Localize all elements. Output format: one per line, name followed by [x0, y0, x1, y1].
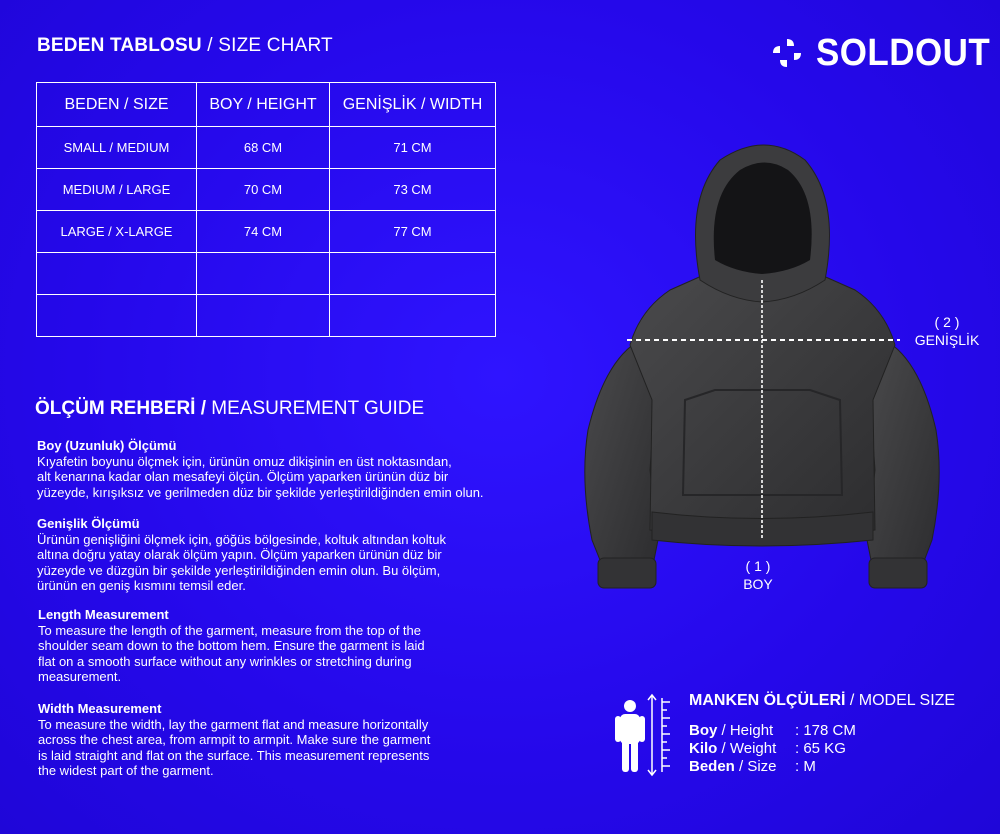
guide-line: Ürünün genişliğini ölçmek için, göğüs bölgesinde, koltuk altından koltuk [37, 531, 447, 547]
model-size-title [689, 692, 955, 710]
table-header-row [37, 83, 496, 127]
model-key-rest: / Height [717, 722, 774, 739]
width-dimension-label [905, 313, 989, 349]
cell-size [37, 253, 197, 295]
zip-hoodie-illustration [580, 140, 945, 600]
model-row-height [689, 722, 856, 740]
model-title-rest: / MODEL SIZE [845, 692, 956, 709]
guide-heading: Genişlik Ölçümü [37, 516, 140, 531]
length-number: ( 1 ) [745, 558, 771, 574]
cell-size: SMALL / MEDIUM [37, 127, 197, 169]
model-title-bold: MANKEN ÖLÇÜLERİ [689, 692, 846, 709]
guide-line: shoulder seam down to the bottom hem. Ensure the garment is laid [38, 638, 425, 653]
table-row [37, 295, 496, 337]
cell-width [330, 253, 496, 295]
cell-height [197, 295, 330, 337]
width-label: GENİŞLİK [914, 332, 980, 348]
cell-height: 70 CM [197, 169, 330, 211]
guide-title-bold: ÖLÇÜM REHBERİ / [35, 398, 206, 419]
guide-line: measurement. [38, 669, 122, 684]
model-value: : M [795, 758, 816, 775]
cell-height: 74 CM [197, 211, 330, 253]
guide-line: yüzeyde ve düzgün bir şekilde yerleştirildiğinden emin olun. Bu ölçüm, [37, 562, 441, 578]
person-height-icon [612, 692, 676, 778]
cell-width: 77 CM [330, 211, 496, 253]
size-chart-title-bold: BEDEN TABLOSU [37, 35, 202, 56]
guide-section-length-tr [37, 438, 547, 500]
table-row [37, 127, 496, 169]
guide-line: the widest part of the garment. [38, 763, 214, 778]
brand-name: SOLDOUT [816, 32, 991, 74]
guide-line: yüzeyde, kırışıksız ve gerilmeden düz bir şekilde yerleştirildiğinden emin olun. [37, 484, 484, 500]
guide-line: is laid straight and flat on the surface. This measurement represents [38, 747, 430, 763]
guide-section-width-tr [37, 516, 547, 594]
model-value: : 178 CM [795, 722, 856, 739]
guide-heading: Length Measurement [38, 607, 169, 622]
size-chart-title [37, 35, 333, 57]
model-value: : 65 KG [795, 740, 846, 757]
guide-line: To measure the length of the garment, measure from the top of the [38, 622, 421, 638]
model-row-weight [689, 740, 856, 758]
header-size: BEDEN / SIZE [37, 83, 197, 127]
guide-line: alt kenarına kadar olan mesafeyi ölçün. Ölçüm yaparken ürünün düz bir [37, 469, 449, 484]
cell-width [330, 295, 496, 337]
model-key-rest: / Size [734, 758, 777, 775]
length-label: BOY [743, 576, 773, 592]
guide-line: flat on a smooth surface without any wrinkles or stretching during [38, 653, 412, 669]
size-table [36, 82, 496, 337]
model-row-size [689, 758, 856, 776]
cell-height [197, 253, 330, 295]
table-row [37, 253, 496, 295]
guide-line: ürünün en geniş kısmını temsil eder. [37, 578, 246, 593]
measurement-guide-title [35, 398, 424, 420]
cell-width: 71 CM [330, 127, 496, 169]
model-key-rest: / Weight [717, 740, 777, 757]
guide-heading: Width Measurement [38, 701, 162, 716]
width-number: ( 2 ) [934, 314, 960, 330]
cell-width: 73 CM [330, 169, 496, 211]
size-chart-title-rest: / SIZE CHART [201, 35, 333, 56]
table-row [37, 211, 496, 253]
cell-size: MEDIUM / LARGE [37, 169, 197, 211]
model-key-bold: Beden [689, 758, 735, 775]
guide-line: across the chest area, from armpit to armpit. Make sure the garment [38, 732, 431, 747]
pinwheel-logo-icon [770, 36, 804, 70]
guide-line: altına doğru yatay olarak ölçüm yapın. Ölçüm yaparken ürünün düz bir [37, 547, 442, 562]
brand-logo [770, 34, 1000, 72]
model-key-bold: Kilo [689, 740, 718, 757]
header-width: GENİŞLİK / WIDTH [330, 83, 496, 127]
guide-heading: Boy (Uzunluk) Ölçümü [37, 438, 177, 453]
left-cuff [598, 558, 656, 588]
guide-line: Kıyafetin boyunu ölçmek için, ürünün omuz dikişinin en üst noktasından, [37, 453, 452, 469]
cell-size: LARGE / X-LARGE [37, 211, 197, 253]
length-dimension-label [728, 557, 788, 593]
guide-section-width-en [38, 701, 548, 779]
guide-line: To measure the width, lay the garment flat and measure horizontally [38, 716, 429, 732]
table-row [37, 169, 496, 211]
guide-title-rest: MEASUREMENT GUIDE [206, 398, 425, 419]
cell-height: 68 CM [197, 127, 330, 169]
cell-size [37, 295, 197, 337]
guide-section-length-en [38, 607, 548, 685]
model-size-list [689, 722, 856, 776]
model-key-bold: Boy [689, 722, 718, 739]
header-height: BOY / HEIGHT [197, 83, 330, 127]
right-cuff [869, 558, 927, 588]
